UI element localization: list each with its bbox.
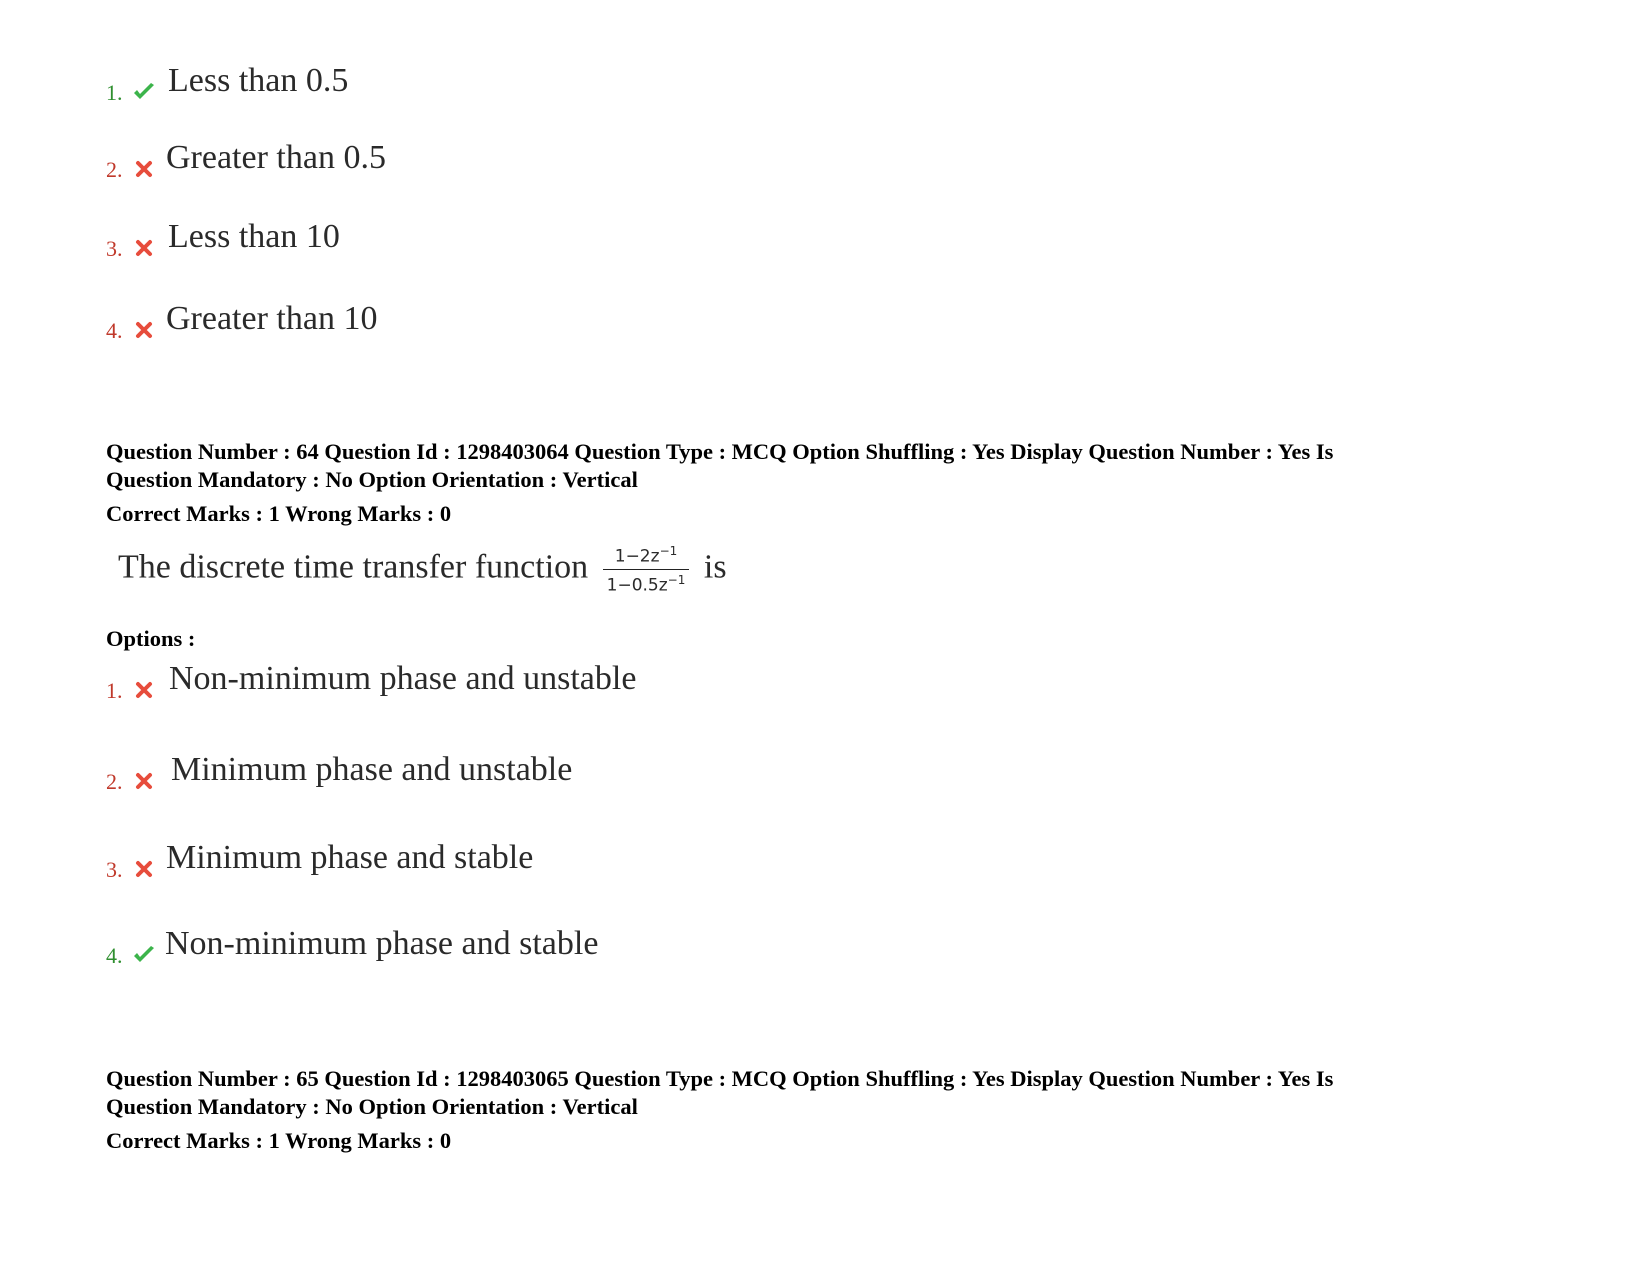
cross-icon: [132, 680, 156, 700]
option-number: 3.: [106, 236, 123, 261]
question-meta-line1: Question Number : 64 Question Id : 1298403064 Question Type : MCQ Option Shuffling : Yes Display Question Number : Yes Is: [106, 439, 1334, 464]
check-icon: [132, 945, 156, 965]
option-text: Non-minimum phase and unstable: [169, 660, 637, 697]
question-prefix: The discrete time transfer function: [118, 548, 589, 586]
option-number: 4.: [106, 943, 123, 968]
option-text: Less than 0.5: [168, 62, 349, 99]
option-number: 4.: [106, 318, 123, 343]
option-text: Greater than 10: [166, 300, 378, 337]
cross-icon: [132, 238, 156, 258]
option-item: [106, 919, 1006, 967]
cross-icon: [132, 859, 156, 879]
option-text: Greater than 0.5: [166, 139, 386, 176]
options-label: Options :: [106, 626, 196, 651]
fraction-denominator: $1-0.5z^{-1}$: [606, 572, 686, 596]
cross-icon: [132, 159, 156, 179]
option-number: 2.: [106, 769, 123, 794]
option-item: [106, 833, 1006, 881]
option-number: 1.: [106, 80, 123, 105]
option-text: Non-minimum phase and stable: [165, 925, 599, 962]
question-marks: Correct Marks : 1 Wrong Marks : 0: [106, 1128, 452, 1153]
option-text: Less than 10: [168, 218, 340, 255]
option-item: [106, 133, 1006, 181]
option-number: 3.: [106, 857, 123, 882]
transfer-function-fraction: [603, 544, 690, 595]
cross-icon: [132, 771, 156, 791]
option-item: [106, 654, 1006, 702]
question-meta-line2: Question Mandatory : No Option Orientation : Vertical: [106, 467, 638, 492]
option-item: [106, 56, 1006, 104]
question-suffix: is: [703, 548, 727, 586]
option-text: Minimum phase and unstable: [171, 751, 573, 788]
option-text: Minimum phase and stable: [166, 839, 534, 876]
question-marks: Correct Marks : 1 Wrong Marks : 0: [106, 501, 452, 526]
question-text: [118, 544, 727, 595]
option-number: 2.: [106, 157, 123, 182]
option-item: [106, 294, 1006, 342]
option-item: [106, 745, 1006, 793]
question-meta-line2: Question Mandatory : No Option Orientation : Vertical: [106, 1094, 638, 1119]
fraction-numerator: $1-2z^{-1}$: [603, 544, 690, 570]
check-icon: [132, 82, 156, 102]
option-number: 1.: [106, 678, 123, 703]
option-item: [106, 212, 1006, 260]
cross-icon: [132, 320, 156, 340]
question-meta-line1: Question Number : 65 Question Id : 1298403065 Question Type : MCQ Option Shuffling : Yes Display Question Number : Yes Is: [106, 1066, 1334, 1091]
